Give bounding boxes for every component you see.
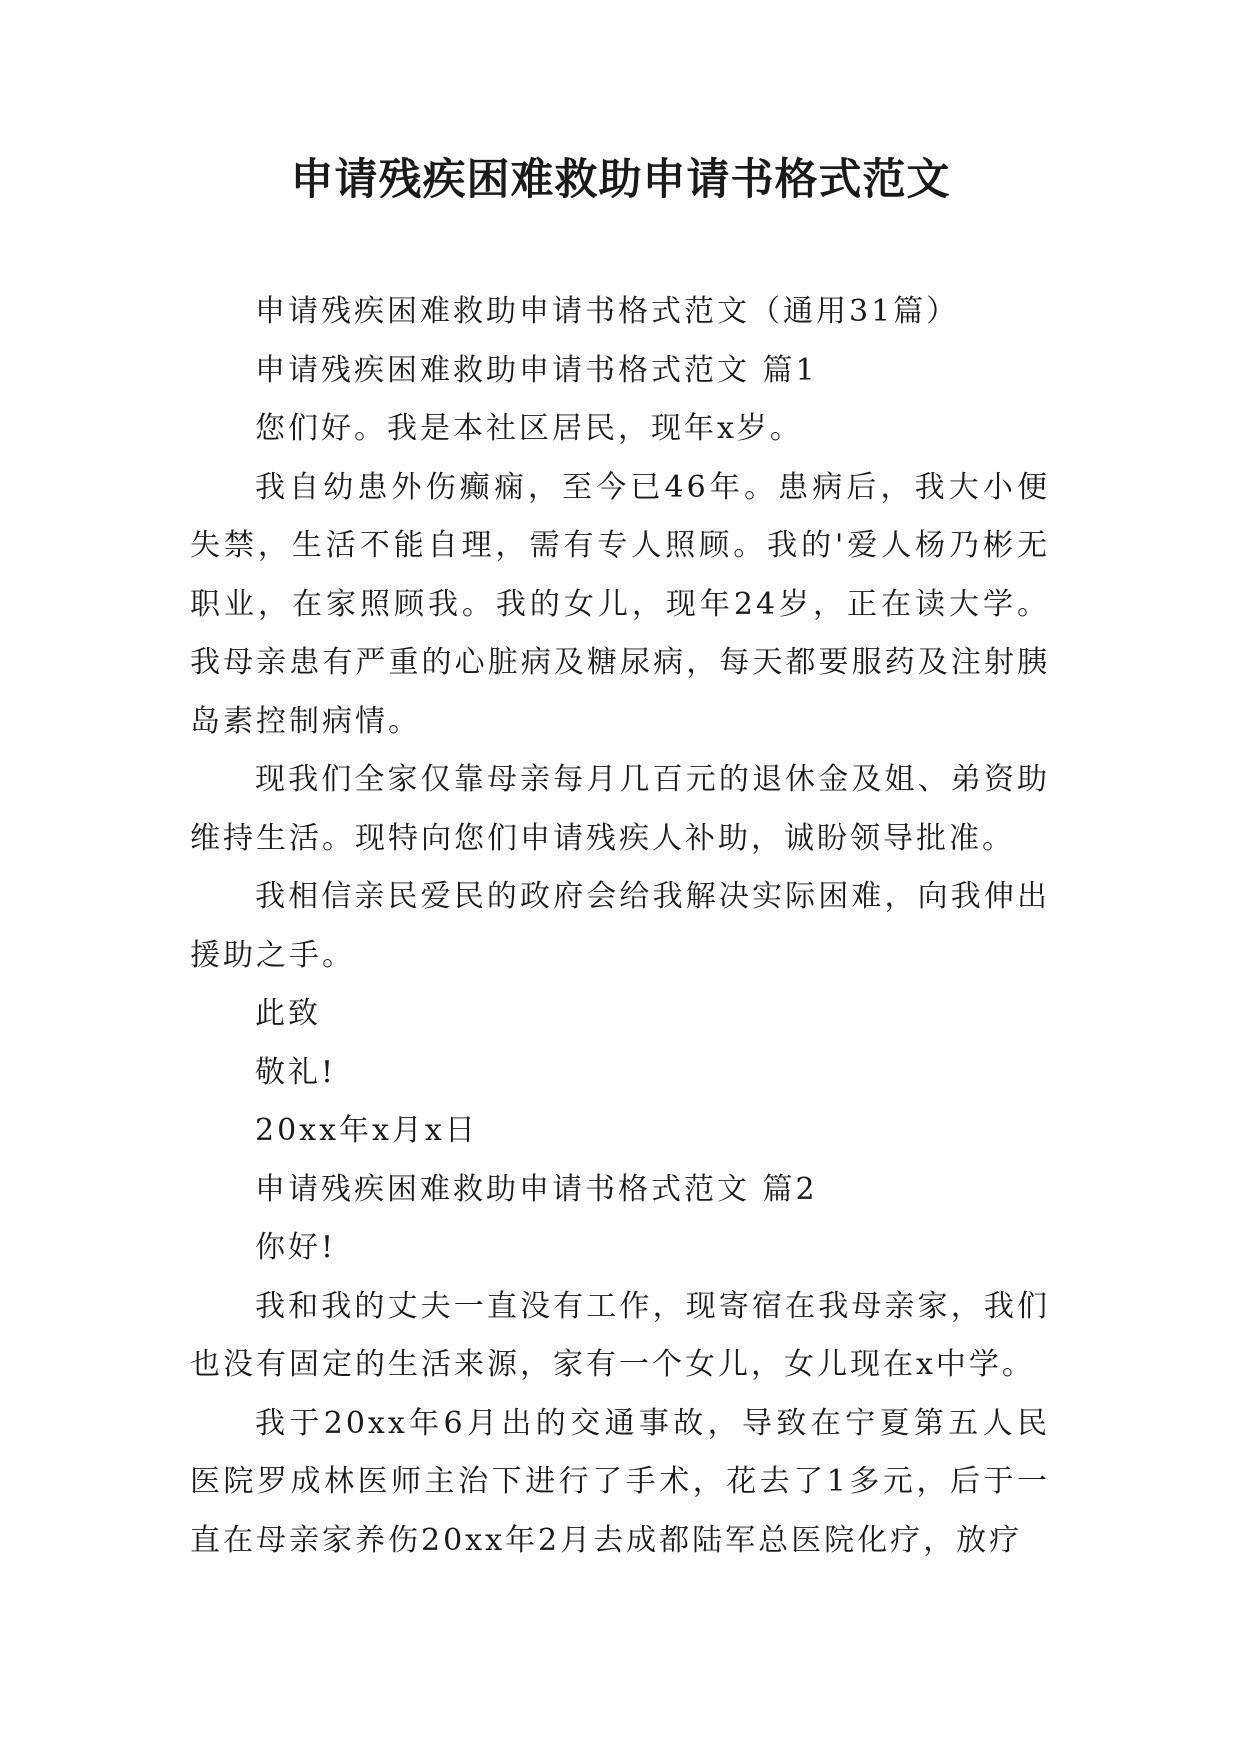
paragraph: 我自幼患外伤癫痫，至今已46年。患病后，我大小便失禁，生活不能自理，需有专人照顾。我的'爱人杨乃彬无职业，在家照顾我。我的女儿，现年24岁，正在读大学。我母亲患有严重的心脏病及糖尿病，每天都要服药及注射胰岛素控制病情。 xyxy=(190,469,1050,739)
paragraph-intro: 申请残疾困难救助申请书格式范文（通用31篇） xyxy=(255,294,960,329)
section-heading-2: 申请残疾困难救助申请书格式范文 篇2 xyxy=(255,1171,818,1207)
date-line: 20xx年x月x日 xyxy=(255,1113,478,1148)
greeting: 你好! xyxy=(255,1230,337,1265)
closing-salutation: 此致 xyxy=(255,996,321,1031)
document-body xyxy=(190,283,1050,1570)
paragraph: 我于20xx年6月出的交通事故，导致在宁夏第五人民医院罗成林医师主治下进行了手术，花去了1多元，后于一直在母亲家养伤20xx年2月去成都陆军总医院化疗，放疗 xyxy=(190,1405,1050,1558)
document-title: 申请残疾困难救助申请书格式范文 xyxy=(290,155,951,205)
paragraph: 您们好。我是本社区居民，现年x岁。 xyxy=(255,411,803,446)
closing-regards: 敬礼! xyxy=(255,1054,337,1090)
paragraph: 我相信亲民爱民的政府会给我解决实际困难，向我伸出援助之手。 xyxy=(190,879,1050,973)
paragraph: 现我们全家仅靠母亲每月几百元的退休金及姐、弟资助维持生活。现特向您们申请残疾人补助，诚盼领导批准。 xyxy=(190,762,1050,856)
paragraph: 我和我的丈夫一直没有工作，现寄宿在我母亲家，我们也没有固定的生活来源，家有一个女儿，女儿现在x中学。 xyxy=(190,1288,1050,1382)
section-heading-1: 申请残疾困难救助申请书格式范文 篇1 xyxy=(255,352,818,388)
